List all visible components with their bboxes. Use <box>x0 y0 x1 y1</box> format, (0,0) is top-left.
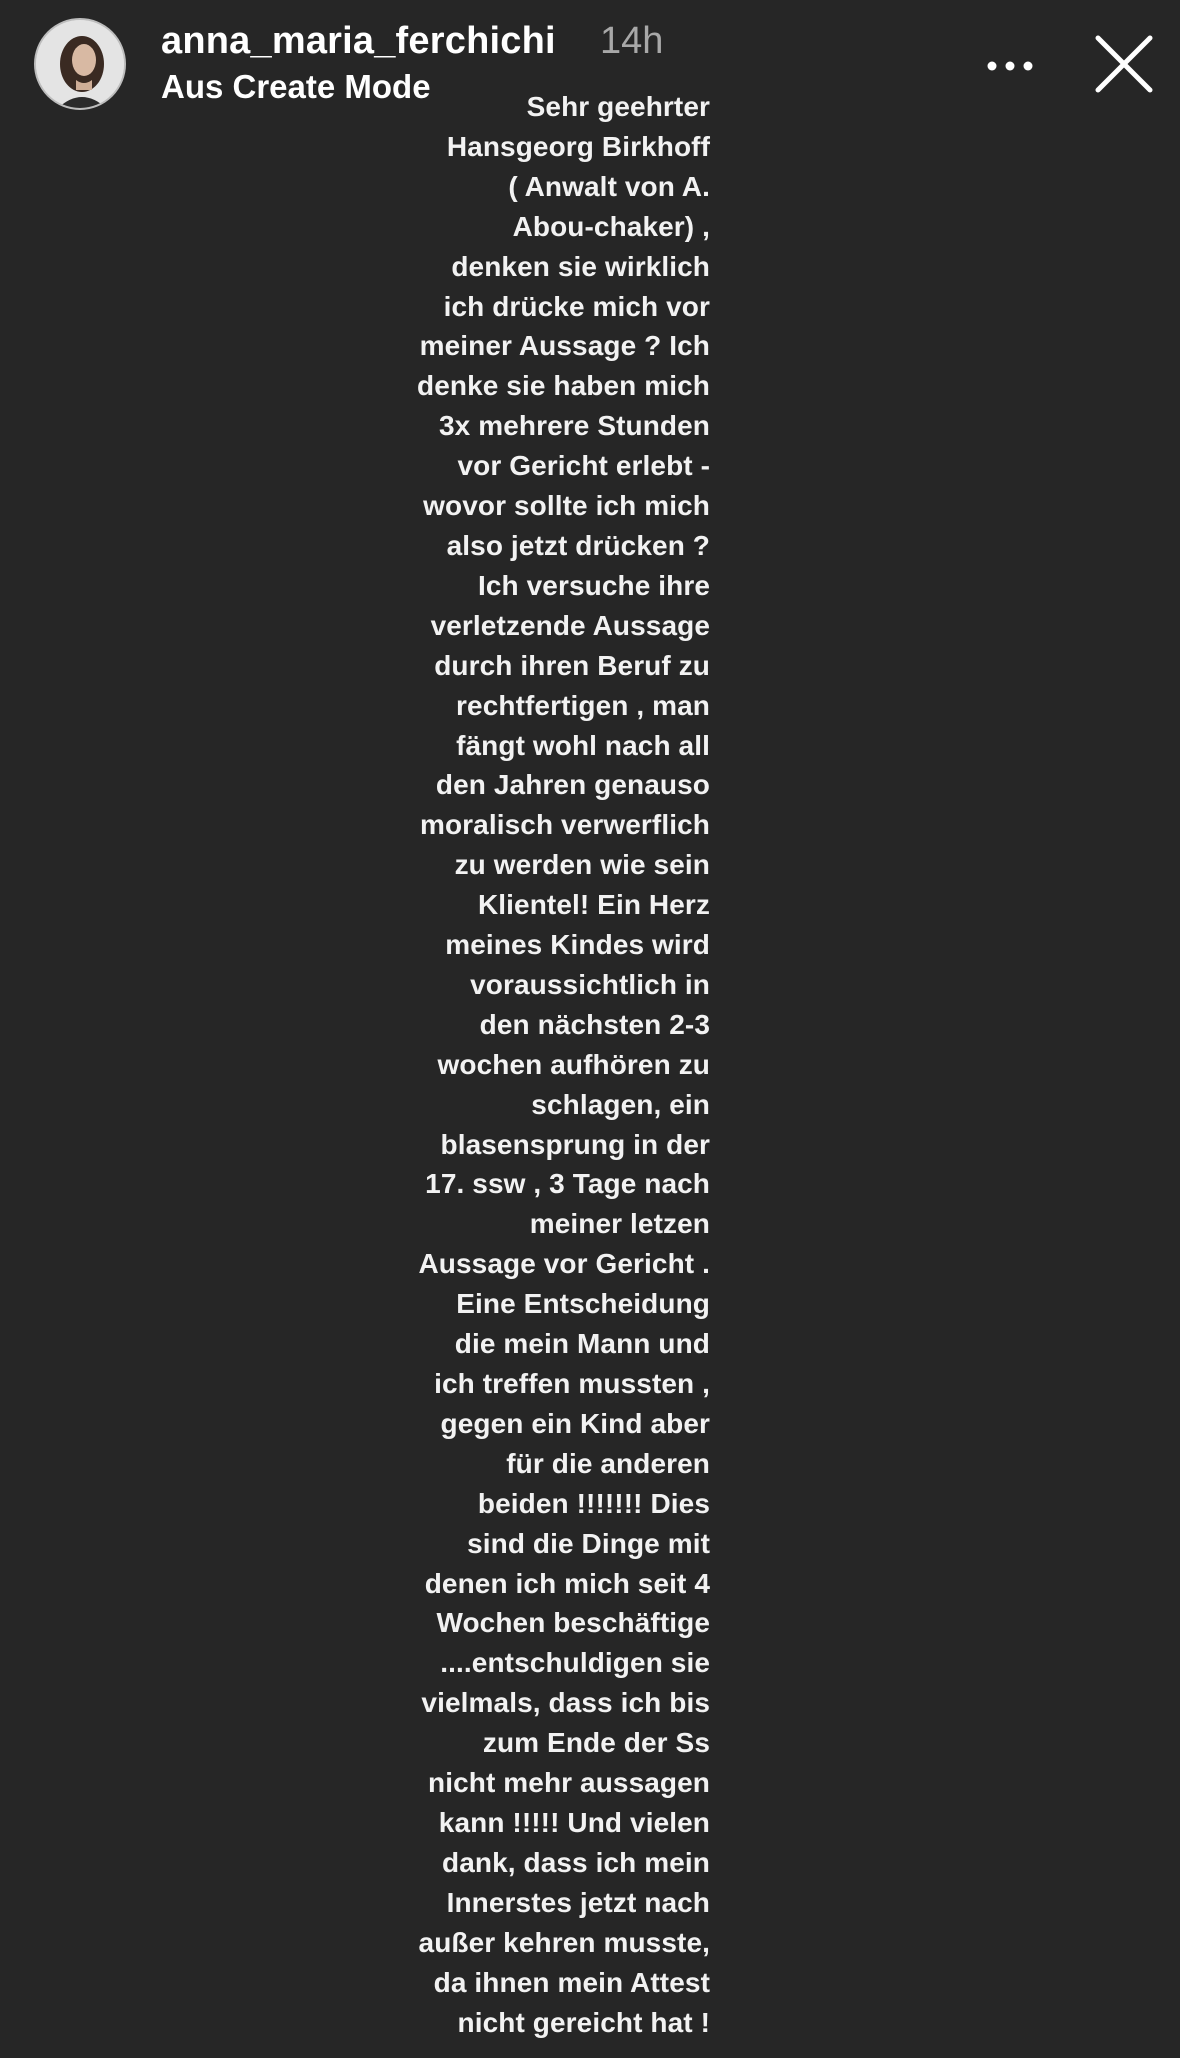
story-text-line: den Jahren genauso <box>435 769 710 801</box>
story-text-line: denke sie haben mich <box>417 370 710 402</box>
story-text-line: wochen aufhören zu <box>437 1048 710 1080</box>
story-text-line: meines Kindes wird <box>445 929 710 961</box>
story-text-line: wovor sollte ich mich <box>423 490 710 522</box>
story-text-line: sind die Dinge mit <box>467 1527 710 1559</box>
story-text-line: 3x mehrere Stunden <box>439 410 710 442</box>
story-text-line: fängt wohl nach all <box>456 729 710 761</box>
story-text-line: durch ihren Beruf zu <box>434 649 710 681</box>
story-text-line: denken sie wirklich <box>451 250 710 282</box>
close-button[interactable] <box>1092 32 1156 96</box>
story-text-line: kann !!!!! Und vielen <box>438 1806 710 1838</box>
story-text-line: moralisch verwerflich <box>419 809 710 841</box>
story-text-line: denen ich mich seit 4 <box>424 1567 710 1599</box>
story-text-line: schlagen, ein <box>531 1088 710 1120</box>
story-text-line: Ich versuche ihre <box>477 569 710 601</box>
story-text-line: da ihnen mein Attest <box>433 1966 710 1998</box>
story-text-line: vor Gericht erlebt - <box>457 450 710 482</box>
story-text-line: Wochen beschäftige <box>436 1607 710 1639</box>
username[interactable]: anna_maria_ferchichi <box>161 20 556 62</box>
story-text-line: voraussichtlich in <box>470 968 710 1000</box>
profile-photo-icon[interactable] <box>34 18 126 110</box>
story-text-line: zum Ende der Ss <box>482 1727 710 1759</box>
story-text-line: vielmals, dass ich bis <box>421 1687 710 1719</box>
story-text-line: gegen ein Kind aber <box>440 1407 710 1439</box>
story-text-line: außer kehren musste, <box>418 1926 710 1958</box>
story-text-block <box>370 87 710 2042</box>
close-icon <box>1092 32 1156 96</box>
story-text-line: ich treffen mussten , <box>434 1368 710 1399</box>
story-text-line: ....entschuldigen sie <box>440 1647 710 1679</box>
story-text-line: den nächsten 2-3 <box>479 1008 710 1040</box>
story-text-line: dank, dass ich mein <box>442 1846 710 1878</box>
story-text-line: blasensprung in der <box>440 1128 710 1160</box>
story-text-line: Aussage vor Gericht . <box>418 1248 710 1280</box>
story-text-line: zu werden wie sein <box>454 849 710 881</box>
more-options-button[interactable] <box>982 44 1038 88</box>
story-text-line: beiden !!!!!!! Dies <box>477 1487 710 1519</box>
story-text-line: meiner letzen <box>529 1208 710 1240</box>
story-text-line: Hansgeorg Birkhoff <box>446 130 710 162</box>
story-text-line: für die anderen <box>506 1447 710 1479</box>
story-text-line: Innerstes jetzt nach <box>446 1886 710 1918</box>
story-text-line: Eine Entscheidung <box>456 1288 710 1320</box>
story-text-line: ( Anwalt von A. <box>508 170 710 202</box>
story-text-line: meiner Aussage ? Ich <box>419 330 710 362</box>
story-source-label[interactable]: Aus Create Mode <box>161 68 431 105</box>
post-time: 14h <box>600 20 664 62</box>
story-text-line: ich drücke mich vor <box>443 290 710 322</box>
story-text-line: nicht gereicht hat ! <box>457 2006 710 2038</box>
story-text-line: Klientel! Ein Herz <box>477 889 710 921</box>
story-text-line: also jetzt drücken ? <box>446 529 710 561</box>
story-text-line: Abou-chaker) , <box>512 210 710 242</box>
story-text-line: Sehr geehrter <box>526 91 710 122</box>
story-text-line: verletzende Aussage <box>430 609 710 641</box>
story-text-line: nicht mehr aussagen <box>428 1767 710 1799</box>
more-options-icon <box>982 44 1038 88</box>
story-text-line: rechtfertigen , man <box>456 689 710 721</box>
story-text-line: die mein Mann und <box>454 1328 710 1360</box>
story-text-line: 17. ssw , 3 Tage nach <box>425 1168 710 1200</box>
